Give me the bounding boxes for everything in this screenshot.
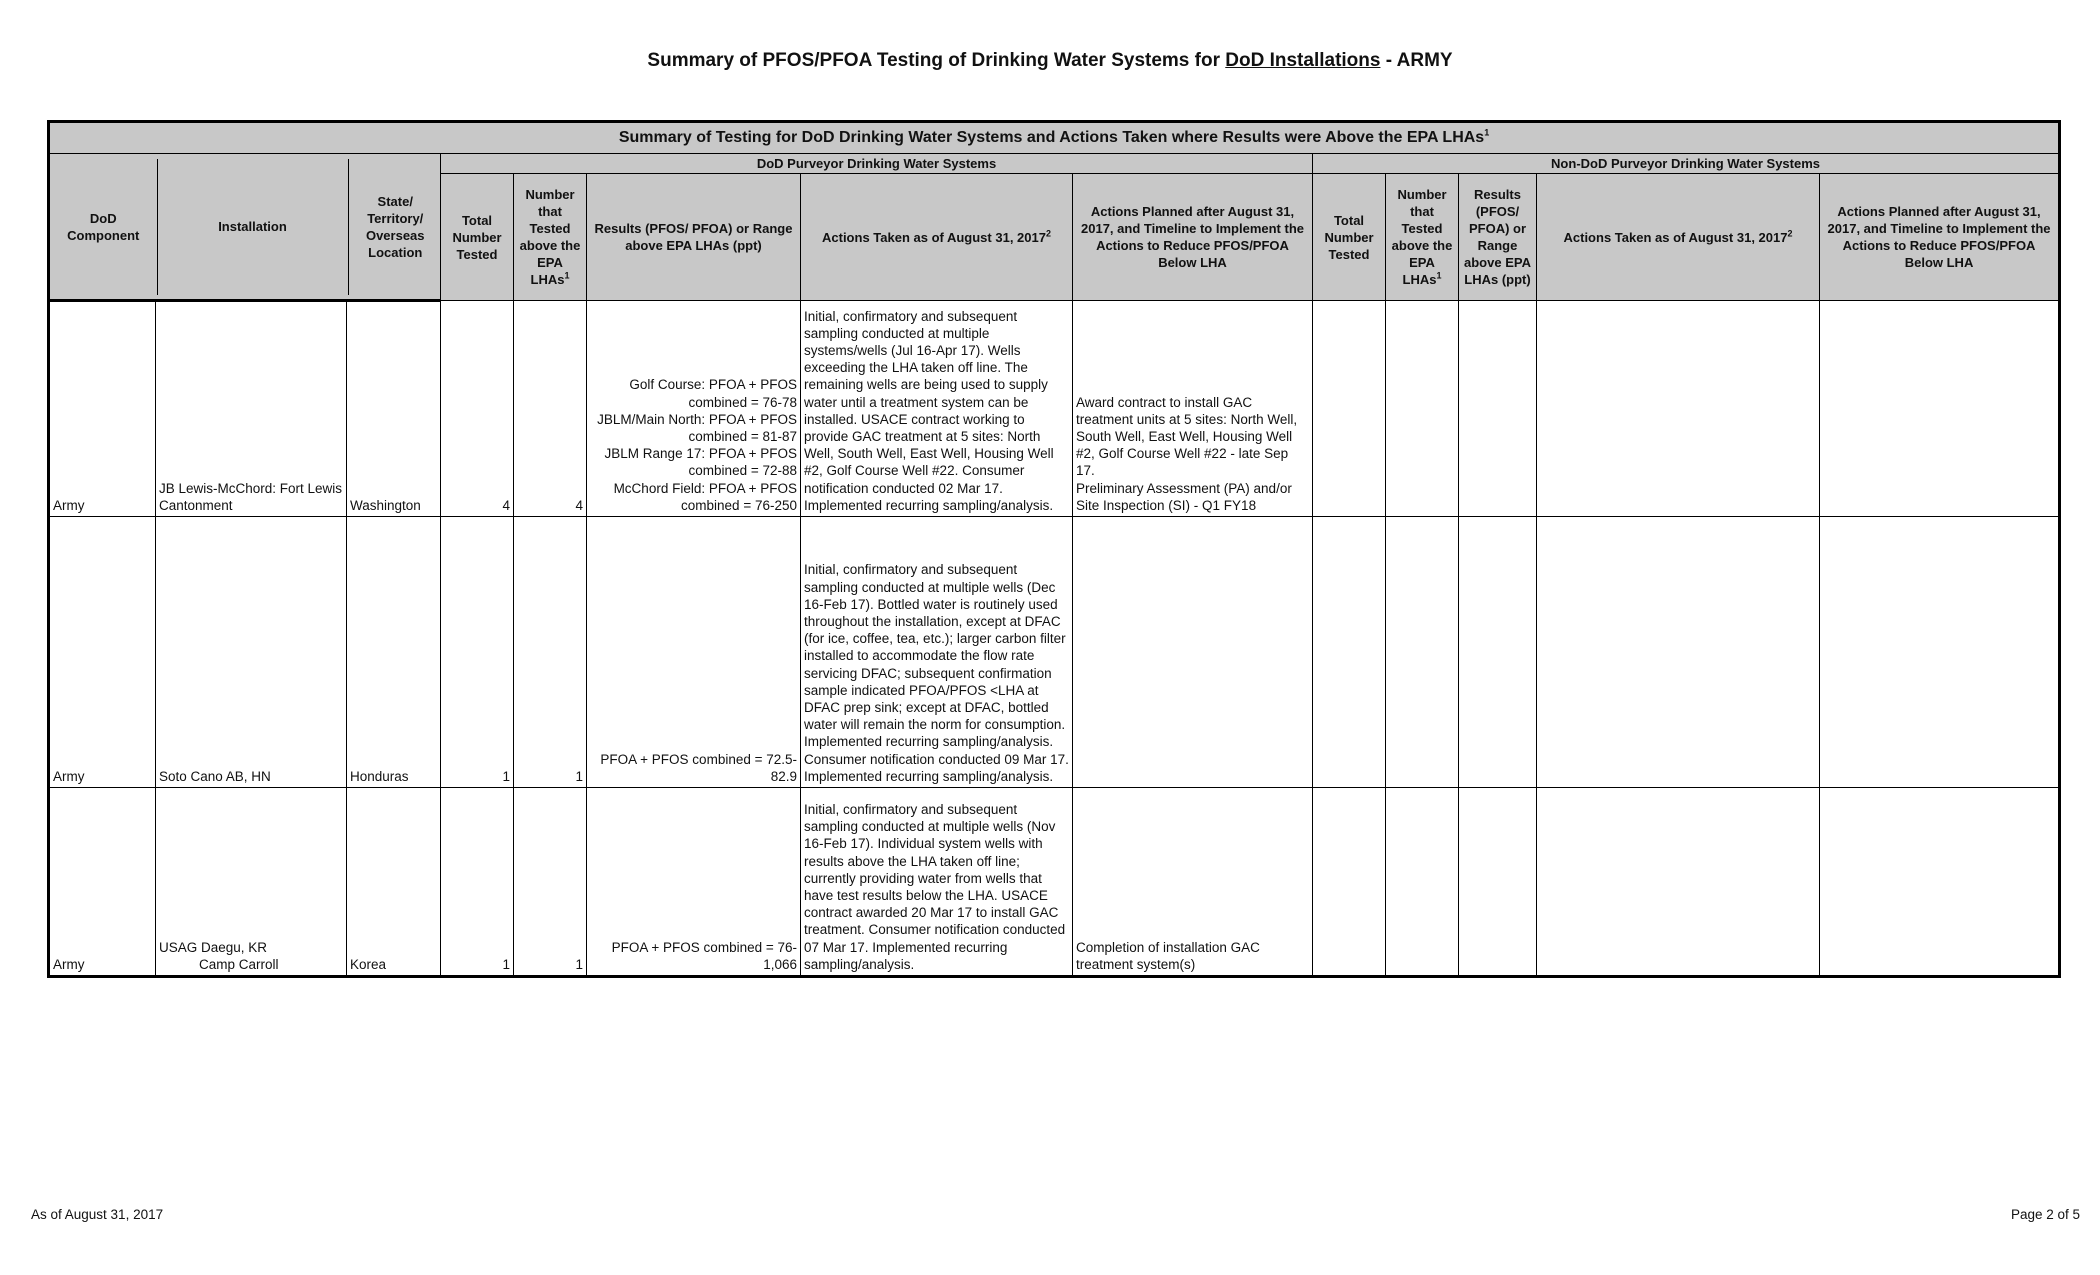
cell-line: DFAC prep sink; except at DFAC, bottled [804, 699, 1049, 715]
cell-dod-actions-planned [1073, 517, 1313, 788]
cell-line: JB Lewis-McChord: Fort Lewis [159, 480, 343, 496]
summary-table [47, 120, 2061, 978]
cell-line: treatment. Consumer notification conducted [804, 922, 1066, 938]
cell-nondod-actions-taken [1537, 301, 1820, 517]
cell-line: Golf Course: PFOA + PFOS [629, 377, 797, 393]
cell-nondod-total-tested [1313, 301, 1386, 517]
cell-line: Implemented recurring sampling/analysis. [804, 768, 1054, 784]
cell-nondod-number-above [1386, 788, 1459, 977]
cell-dod-number-above: 4 [514, 301, 587, 517]
cell-line: PFOA + PFOS combined = 76- [611, 939, 797, 955]
cell-line: results above the LHA taken off line; [804, 853, 1020, 869]
cell-location: Korea [347, 788, 441, 977]
cell-nondod-actions-taken [1537, 788, 1820, 977]
header-dod-actions-planned: Actions Planned after August 31, 2017, and Timeline to Implement the Actions to Reduce PFOS/PFOA Below LHA [1073, 174, 1313, 301]
cell-nondod-number-above [1386, 301, 1459, 517]
cell-line: 1,066 [763, 956, 797, 972]
cell-location: Honduras [347, 517, 441, 788]
page-title-underlined: DoD Installations [1225, 50, 1381, 71]
cell-line: provide GAC treatment at 5 sites: North [804, 428, 1041, 444]
left-header-block [49, 154, 441, 301]
cell-line: Site Inspection (SI) - Q1 FY18 [1076, 497, 1257, 513]
cell-line: have test results below the LHA. USACE [804, 887, 1048, 903]
cell-line: servicing DFAC; subsequent confirmation [804, 665, 1052, 681]
cell-line: installed to accommodate the flow rate [804, 648, 1035, 664]
cell-line: throughout the installation, except at DFAC [804, 613, 1061, 629]
cell-nondod-results [1459, 788, 1537, 977]
cell-dod-actions-taken [801, 788, 1073, 977]
cell-line: USAG Daegu, KR [159, 939, 268, 955]
footer-page-number: Page 2 of 5 [2010, 1207, 2080, 1222]
table-band-title: Summary of Testing for DoD Drinking Water Systems and Actions Taken where Results were Above the EPA LHAs$^1$ [49, 122, 2060, 154]
cell-line: combined = 76-250 [681, 497, 797, 513]
cell-line: JBLM/Main North: PFOA + PFOS [597, 411, 797, 427]
cell-line: 16-Feb 17). Individual system wells with [804, 836, 1043, 852]
header-dod-component: DoD Component [50, 159, 157, 295]
cell-line: sampling conducted at multiple wells (Dec [804, 579, 1056, 595]
header-dod-total-tested: Total Number Tested [441, 174, 514, 301]
cell-line: Soto Cano AB, HN [159, 768, 271, 784]
cell-line: combined = 72-88 [688, 463, 797, 479]
cell-location: Washington [347, 301, 441, 517]
cell-nondod-actions-planned [1820, 517, 2060, 788]
header-nondod-results: Results (PFOS/ PFOA) or Range above EPA LHAs (ppt) [1459, 174, 1537, 301]
cell-line: Consumer notification conducted 09 Mar 17. [804, 751, 1069, 767]
cell-line: water will remain the norm for consumption. [804, 717, 1066, 733]
cell-line: JBLM Range 17: PFOA + PFOS [604, 446, 797, 462]
table-row [49, 517, 2060, 788]
page-title [0, 50, 2100, 72]
cell-line: Camp Carroll [199, 956, 279, 972]
cell-dod-total-tested: 1 [441, 517, 514, 788]
cell-line: Implemented recurring sampling/analysis. [804, 734, 1054, 750]
cell-line: remaining wells are being used to supply [804, 377, 1048, 393]
page-title-suffix: - ARMY [1380, 50, 1453, 71]
cell-line: currently providing water from wells that [804, 870, 1042, 886]
cell-line: sampling conducted at multiple wells (Nov [804, 819, 1056, 835]
table-row [49, 788, 2060, 977]
header-dod-number-above: Number that Tested above the EPA LHAs$^1$ [514, 174, 587, 301]
header-location: State/ Territory/ Overseas Location [365, 193, 425, 260]
cell-line: treatment units at 5 sites: North Well, [1076, 411, 1298, 427]
cell-line: treatment system(s) [1076, 956, 1196, 972]
cell-dod-component: Army [49, 788, 156, 977]
cell-nondod-number-above [1386, 517, 1459, 788]
header-nondod-actions-taken: Actions Taken as of August 31, 2017$^2$ [1537, 174, 1820, 301]
cell-dod-actions-planned [1073, 301, 1313, 517]
cell-line: sampling conducted at multiple [804, 325, 990, 341]
header-installation: Installation [157, 159, 348, 295]
cell-dod-results [587, 517, 801, 788]
cell-line: Implemented recurring sampling/analysis. [804, 497, 1054, 513]
header-nondod-actions-planned: Actions Planned after August 31, 2017, and Timeline to Implement the Actions to Reduce PFOS/PFOA Below LHA [1820, 174, 2060, 301]
cell-line: Initial, confirmatory and subsequent [804, 308, 1018, 324]
cell-line: Completion of installation GAC [1076, 939, 1260, 955]
cell-dod-total-tested: 1 [441, 788, 514, 977]
cell-line: #2, Golf Course Well #22. Consumer [804, 463, 1025, 479]
cell-nondod-actions-taken [1537, 517, 1820, 788]
cell-dod-results [587, 788, 801, 977]
cell-dod-results [587, 301, 801, 517]
header-dod-actions-taken: Actions Taken as of August 31, 2017$^2$ [801, 174, 1073, 301]
cell-nondod-actions-planned [1820, 301, 2060, 517]
cell-dod-actions-planned [1073, 788, 1313, 977]
header-nondod-total-tested: Total Number Tested [1313, 174, 1386, 301]
cell-line: (for ice, coffee, tea, etc.); larger carbon filter [804, 631, 1066, 647]
cell-dod-component: Army [49, 517, 156, 788]
cell-nondod-results [1459, 517, 1537, 788]
cell-installation [156, 788, 347, 977]
group-dod-purveyor: DoD Purveyor Drinking Water Systems [441, 154, 1313, 174]
group-non-dod-purveyor: Non-DoD Purveyor Drinking Water Systems [1313, 154, 2060, 174]
footer-date: As of August 31, 2017 [31, 1207, 164, 1222]
cell-line: Preliminary Assessment (PA) and/or [1076, 480, 1292, 496]
cell-nondod-actions-planned [1820, 788, 2060, 977]
cell-line: Initial, confirmatory and subsequent [804, 562, 1018, 578]
cell-line: McChord Field: PFOA + PFOS [613, 480, 797, 496]
cell-line: South Well, East Well, Housing Well [1076, 428, 1293, 444]
cell-line: notification conducted 02 Mar 17. [804, 480, 1003, 496]
page-title-prefix: Summary of PFOS/PFOA Testing of Drinking Water Systems for [647, 50, 1226, 71]
header-dod-results: Results (PFOS/ PFOA) or Range above EPA LHAs (ppt) [587, 174, 801, 301]
table-row [49, 301, 2060, 517]
cell-line: combined = 81-87 [688, 428, 797, 444]
cell-dod-actions-taken [801, 301, 1073, 517]
cell-line: PFOA + PFOS combined = 72.5- [600, 751, 797, 767]
cell-dod-actions-taken [801, 517, 1073, 788]
header-nondod-number-above: Number that Tested above the EPA LHAs$^1$ [1386, 174, 1459, 301]
cell-nondod-total-tested [1313, 517, 1386, 788]
cell-line: combined = 76-78 [688, 394, 797, 410]
cell-line: Award contract to install GAC [1076, 394, 1253, 410]
cell-installation [156, 517, 347, 788]
cell-line: installed. USACE contract working to [804, 411, 1025, 427]
cell-line: Cantonment [159, 497, 233, 513]
cell-line: exceeding the LHA taken off line. The [804, 360, 1028, 376]
cell-line: Well, South Well, East Well, Housing Well [804, 446, 1054, 462]
cell-line: 17. [1076, 463, 1095, 479]
cell-line: sample indicated PFOA/PFOS <LHA at [804, 682, 1039, 698]
cell-line: systems/wells (Jul 16-Apr 17). Wells [804, 342, 1021, 358]
cell-line: contract awarded 20 Mar 17 to install GAC [804, 905, 1059, 921]
cell-dod-number-above: 1 [514, 517, 587, 788]
cell-dod-total-tested: 4 [441, 301, 514, 517]
cell-line: 07 Mar 17. Implemented recurring [804, 939, 1008, 955]
cell-line: sampling/analysis. [804, 956, 915, 972]
cell-nondod-results [1459, 301, 1537, 517]
cell-line: Initial, confirmatory and subsequent [804, 801, 1018, 817]
cell-line: water until a treatment system can be [804, 394, 1029, 410]
cell-line: #2, Golf Course Well #22 - late Sep [1076, 446, 1289, 462]
cell-line: 82.9 [770, 768, 797, 784]
cell-dod-number-above: 1 [514, 788, 587, 977]
cell-nondod-total-tested [1313, 788, 1386, 977]
cell-dod-component: Army [49, 301, 156, 517]
cell-line: 16-Feb 17). Bottled water is routinely used [804, 596, 1058, 612]
cell-installation [156, 301, 347, 517]
